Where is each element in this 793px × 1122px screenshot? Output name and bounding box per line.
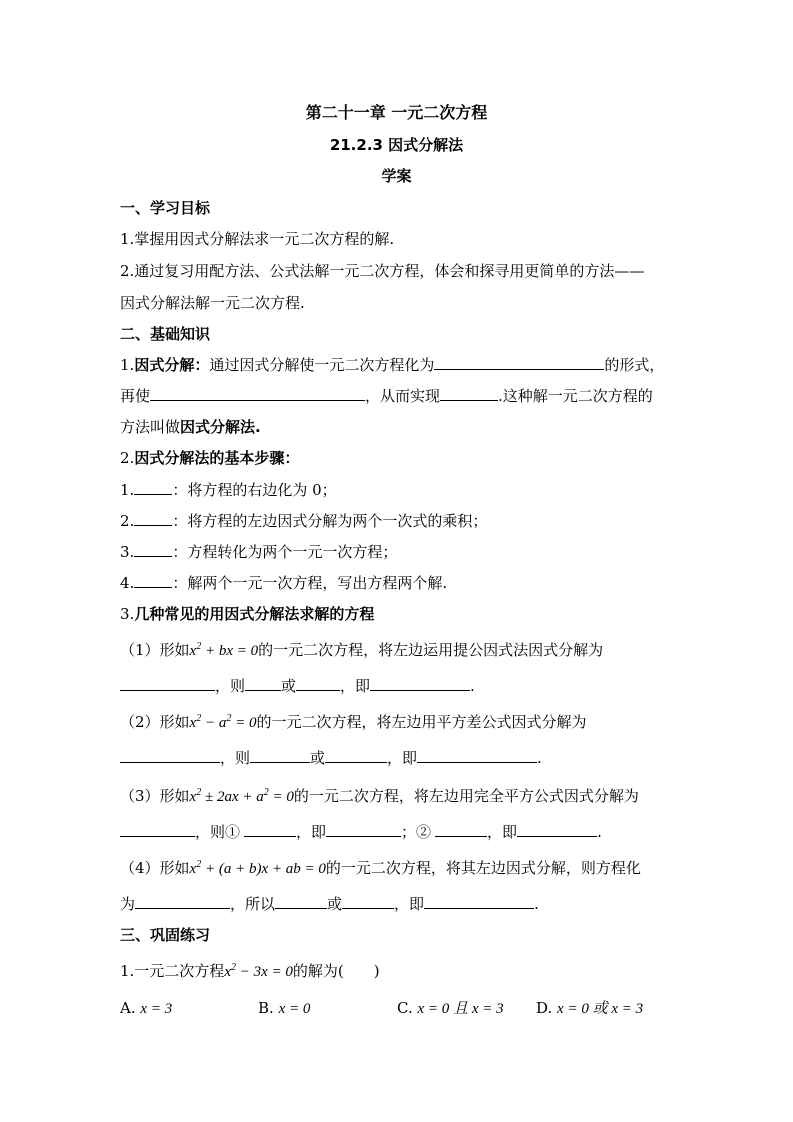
option-text: x = 3 — [140, 1001, 173, 1017]
answer-blank[interactable] — [120, 676, 215, 691]
text: ，所以 — [230, 895, 276, 913]
question-1-stem — [120, 961, 380, 982]
form-text: 的一元二次方程，将左边用平方差公式因式分解为 — [256, 713, 587, 731]
answer-blank[interactable] — [134, 480, 172, 495]
text: ；② — [401, 823, 432, 841]
answer-blank[interactable] — [370, 676, 470, 691]
text: .这种解一元二次方程的 — [498, 387, 653, 405]
option-c[interactable] — [397, 998, 504, 1019]
section-1-title: 一、学习目标 — [120, 199, 211, 217]
equation: $x^2$ + bx = 0 — [189, 641, 259, 659]
text: 方法叫做 — [120, 418, 181, 436]
text: 为 — [120, 895, 136, 913]
option-text: x = 0 或 x = 3 — [557, 1001, 644, 1017]
form-lead: （1）形如 — [120, 641, 190, 659]
step-3 — [120, 542, 397, 562]
answer-blank[interactable] — [434, 355, 604, 370]
answer-blank[interactable] — [135, 894, 230, 909]
text: ，从而实现 — [365, 387, 441, 405]
equation: $x^2 + (a + b)x$ + ab = 0 — [189, 859, 326, 877]
form-2-line-1 — [120, 712, 586, 733]
answer-blank[interactable] — [325, 748, 387, 763]
option-label: C. — [397, 999, 413, 1017]
lesson-title: 21.2.3 因式分解法 — [329, 136, 464, 154]
answer-blank[interactable] — [417, 748, 537, 763]
form-lead: （3）形如 — [120, 787, 190, 805]
option-b[interactable] — [258, 998, 310, 1019]
form-lead: （4）形如 — [120, 859, 190, 877]
factorization-def-line-2 — [120, 386, 653, 406]
answer-blank[interactable] — [296, 676, 340, 691]
answer-blank[interactable] — [120, 748, 220, 763]
step-4 — [120, 573, 447, 593]
option-a[interactable] — [120, 998, 172, 1019]
factorization-def-line-3 — [120, 417, 261, 437]
equation: $x^2 \pm 2ax + a^2 = 0$ — [189, 787, 294, 805]
steps-title: 因式分解法的基本步骤： — [134, 449, 300, 467]
factorization-def-line-1 — [120, 355, 664, 375]
step-text: ：解两个一元一次方程，写出方程两个解. — [172, 574, 448, 592]
step-number: 4. — [120, 574, 135, 592]
form-4-line-1 — [120, 858, 641, 879]
term-factorization-method: 因式分解法. — [180, 418, 261, 436]
text: 或 — [281, 677, 297, 695]
item-number: 2. — [120, 449, 135, 467]
answer-blank[interactable] — [440, 386, 498, 401]
step-text: ：将方程的左边因式分解为两个一次式的乘积； — [172, 512, 488, 530]
answer-blank[interactable] — [150, 386, 365, 401]
objective-2-cont: 因式分解法解一元二次方程. — [120, 294, 305, 312]
option-text: x = 0 且 x = 3 — [417, 1001, 504, 1017]
form-3-line-1 — [120, 786, 639, 807]
answer-blank[interactable] — [326, 822, 401, 837]
text: 或 — [310, 749, 326, 767]
answer-blank[interactable] — [342, 894, 394, 909]
objective-1: 1.掌握用因式分解法求一元二次方程的解. — [120, 230, 395, 248]
text: 再使 — [120, 387, 151, 405]
form-4-line-2 — [120, 894, 539, 914]
text: . — [597, 823, 602, 841]
objective-2: 2.通过复习用配方法、公式法解一元二次方程，体会和探寻用更简单的方法—— — [120, 262, 645, 280]
text: ，即 — [394, 895, 425, 913]
form-text: 的一元二次方程，将左边用完全平方公式因式分解为 — [293, 787, 639, 805]
form-lead: （2）形如 — [120, 713, 190, 731]
text: 通过因式分解使一元二次方程化为 — [209, 356, 435, 374]
option-label: B. — [258, 999, 274, 1017]
text: ，即 — [487, 823, 518, 841]
section-2-title: 二、基础知识 — [120, 325, 211, 343]
answer-blank[interactable] — [250, 748, 310, 763]
text: . — [470, 677, 475, 695]
answer-blank[interactable] — [134, 542, 172, 557]
step-number: 2. — [120, 512, 135, 530]
answer-blank[interactable] — [517, 822, 597, 837]
step-number: 1. — [120, 481, 135, 499]
form-3-line-2 — [120, 822, 602, 842]
form-1-line-2 — [120, 676, 475, 696]
equation: $x^2 - 3x = 0$ — [224, 962, 293, 980]
text: ，即 — [296, 823, 327, 841]
option-label: A. — [120, 999, 136, 1017]
answer-blank[interactable] — [120, 822, 195, 837]
steps-heading — [120, 448, 299, 468]
answer-blank[interactable] — [435, 822, 487, 837]
form-2-line-2 — [120, 748, 542, 768]
step-2 — [120, 511, 487, 531]
text: ，即 — [340, 677, 371, 695]
text: . — [534, 895, 539, 913]
answer-blank[interactable] — [244, 822, 296, 837]
form-text: 的一元二次方程，将其左边因式分解，则方程化 — [325, 859, 641, 877]
option-text: x = 0 — [278, 1001, 311, 1017]
step-text: ：将方程的右边化为 0； — [172, 481, 337, 499]
step-text: ：方程转化为两个一元一次方程； — [172, 543, 398, 561]
chapter-title: 第二十一章 一元二次方程 — [305, 103, 488, 122]
form-text: 的一元二次方程，将左边运用提公因式法因式分解为 — [258, 641, 604, 659]
text: . — [537, 749, 542, 767]
text: 或 — [327, 895, 343, 913]
answer-blank[interactable] — [134, 511, 172, 526]
text: ，则 — [220, 749, 251, 767]
text: ，则 — [215, 677, 246, 695]
forms-title: 几种常见的用因式分解法求解的方程 — [134, 605, 375, 623]
form-1-line-1 — [120, 640, 603, 661]
answer-blank[interactable] — [275, 894, 327, 909]
option-label: D. — [536, 999, 553, 1017]
equation: $x^2 - a^2 = 0$ — [189, 713, 257, 731]
option-d[interactable] — [536, 998, 643, 1019]
text: ，即 — [387, 749, 418, 767]
step-1 — [120, 480, 337, 500]
answer-blank[interactable] — [245, 676, 281, 691]
answer-blank[interactable] — [424, 894, 534, 909]
term-factorization: 因式分解： — [134, 356, 210, 374]
text: ，则① — [195, 823, 241, 841]
forms-heading — [120, 604, 374, 624]
item-number: 1. — [120, 356, 135, 374]
step-number: 3. — [120, 543, 135, 561]
item-number: 3. — [120, 605, 135, 623]
text: 1.一元二次方程 — [120, 962, 225, 980]
answer-blank[interactable] — [134, 573, 172, 588]
text: 的解为( ) — [292, 962, 380, 980]
doc-kind: 学案 — [381, 167, 412, 185]
section-3-title: 三、巩固练习 — [120, 926, 211, 944]
text: 的形式， — [604, 356, 665, 374]
